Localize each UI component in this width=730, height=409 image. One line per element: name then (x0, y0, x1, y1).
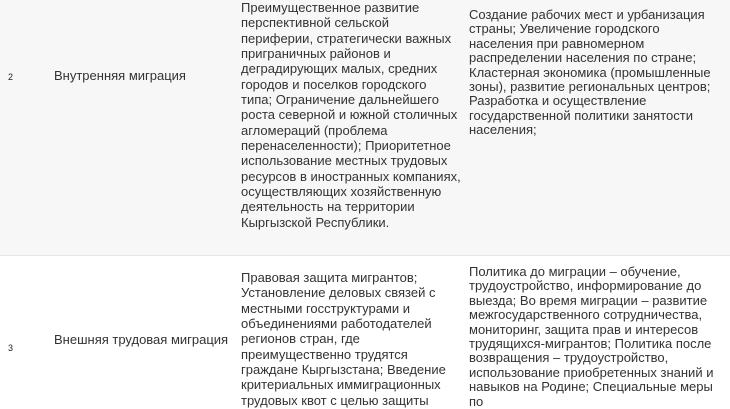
migration-type: Внутренняя миграция (54, 68, 186, 83)
row-number: 2 (8, 72, 14, 82)
row-number: 3 (8, 343, 14, 353)
policy-measures: Создание рабочих мест и урбанизация страны; Увеличение городского населения при равномерном распределении населения по стране; Кластерная экономика (промышленные зоны), развитие региональных центров; Разработка и осуществление государственной политики занятости населения; (469, 7, 711, 138)
policy-directions: Правовая защита мигрантов; Установление деловых связей с местными госструктурами и объединениями работодателей регионов стран, где преимущественно трудятся граждане Кыргызстана; Введение критериальных иммиграционных трудовых квот с целью защиты (241, 270, 446, 408)
migration-type: Внешняя трудовая миграция (54, 332, 229, 347)
policy-directions: Преимущественное развитие перспективной сельской периферии, стратегически важных приграничных районов и деградирующих малых, средних городов и поселков городского типа; Ограничение дальнейшего роста северной и южной столичных агломераций (проблема перенаселенности); Приоритетное использование местных трудовых ресурсов в иностранных компаниях, осуществляющих хозяйственную деятельность на территории Кыргызской Республики. (241, 0, 461, 230)
policy-measures: Политика до миграции – обучение, трудоустройство, информирование до выезда; Во время миграции – развитие межгосударственного сотрудничества, мониторинг, защита прав и интересов трудящихся-мигрантов; Политика после возвращения – трудоустройство, использование приобретенных знаний и навыков на Родине; Специальные меры по (469, 264, 714, 409)
table-row (0, 256, 730, 409)
